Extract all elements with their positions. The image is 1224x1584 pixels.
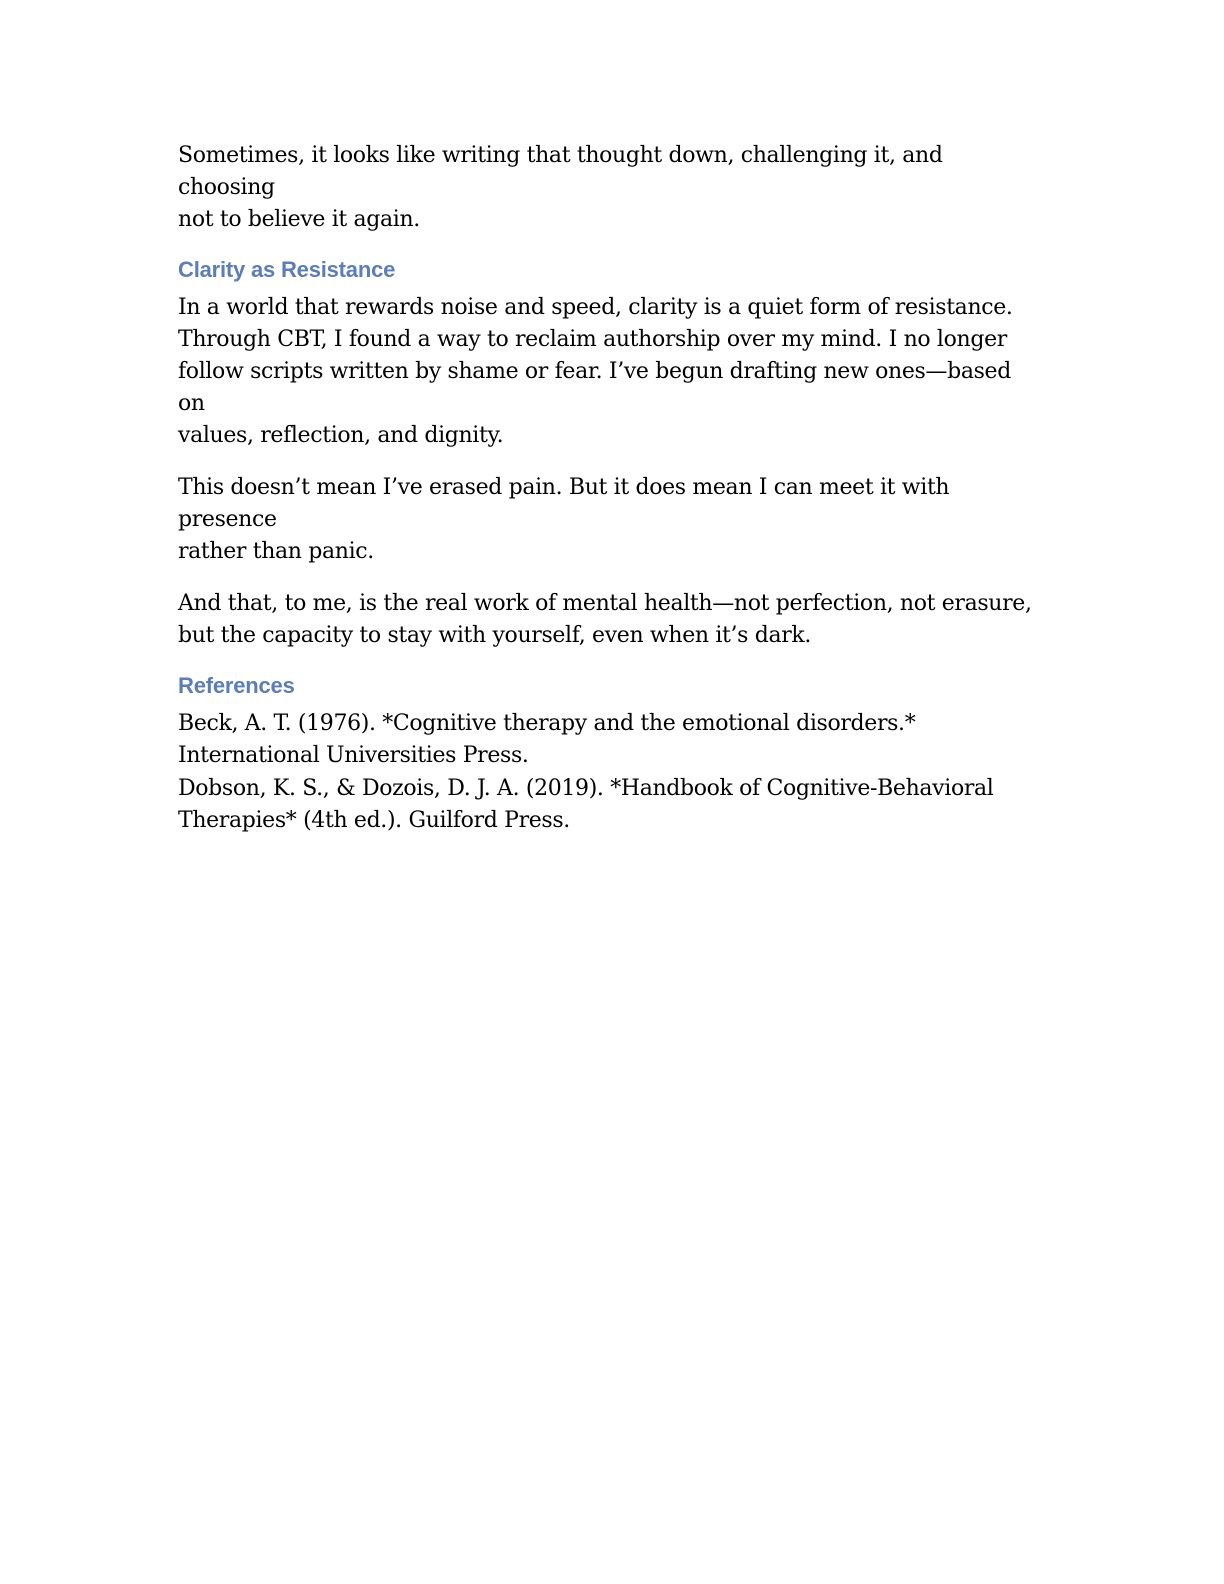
section-heading-references: References bbox=[178, 673, 295, 698]
text-line: This doesn’t mean I’ve erased pain. But it does mean I can meet it with presence bbox=[178, 475, 950, 532]
text-line: In a world that rewards noise and speed, clarity is a quiet form of resistance. bbox=[178, 295, 1013, 320]
text-line: And that, to me, is the real work of mental health—not perfection, not erasure, bbox=[178, 591, 1032, 616]
reference-entry bbox=[178, 708, 1038, 772]
section-heading-clarity: Clarity as Resistance bbox=[178, 257, 396, 282]
text-line: Therapies* (4th ed.). Guilford Press. bbox=[178, 808, 570, 833]
text-line: not to believe it again. bbox=[178, 207, 420, 232]
reference-entry bbox=[178, 773, 1038, 837]
text-line: values, reflection, and dignity. bbox=[178, 423, 504, 448]
body-paragraph bbox=[178, 292, 1038, 452]
body-paragraph bbox=[178, 588, 1038, 652]
text-line: Beck, A. T. (1976). *Cognitive therapy and the emotional disorders.* bbox=[178, 711, 916, 736]
body-paragraph bbox=[178, 472, 1038, 568]
text-line: Dobson, K. S., & Dozois, D. J. A. (2019). *Handbook of Cognitive-Behavioral bbox=[178, 776, 994, 801]
text-line: Sometimes, it looks like writing that thought down, challenging it, and choosing bbox=[178, 143, 943, 200]
text-line: rather than panic. bbox=[178, 539, 374, 564]
text-line: International Universities Press. bbox=[178, 743, 529, 768]
intro-paragraph bbox=[178, 140, 1038, 236]
text-line: Through CBT, I found a way to reclaim authorship over my mind. I no longer bbox=[178, 327, 1007, 352]
reference-list bbox=[178, 708, 1038, 837]
text-line: but the capacity to stay with yourself, even when it’s dark. bbox=[178, 623, 812, 648]
text-line: follow scripts written by shame or fear. I’ve begun drafting new ones—based on bbox=[178, 359, 1011, 416]
document-page bbox=[178, 140, 1038, 838]
